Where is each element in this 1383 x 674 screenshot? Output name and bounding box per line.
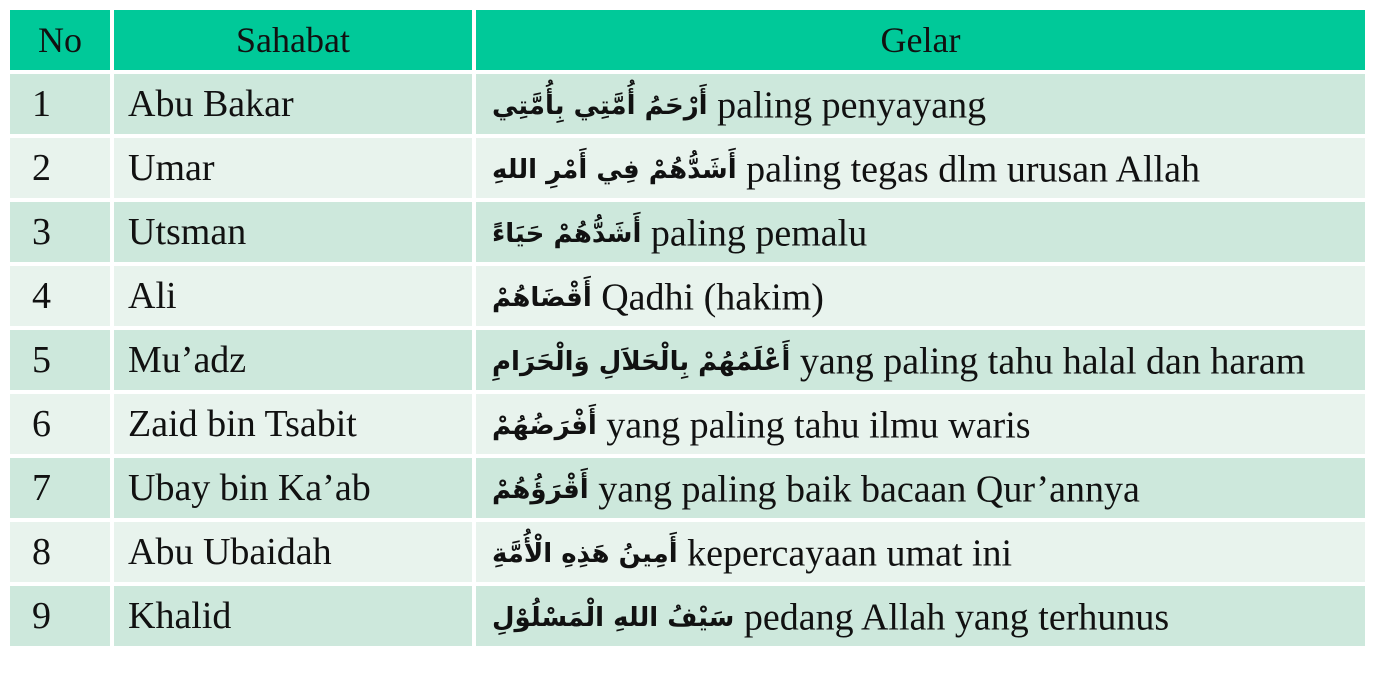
cell-no: 5 xyxy=(10,330,110,390)
table-row xyxy=(10,458,1365,518)
cell-no: 3 xyxy=(10,202,110,262)
cell-no: 1 xyxy=(10,74,110,134)
gelar-description: yang paling tahu ilmu waris xyxy=(606,404,1031,447)
gelar-description: paling penyayang xyxy=(717,84,987,127)
header-gelar: Gelar xyxy=(476,10,1365,70)
cell-sahabat: Abu Ubaidah xyxy=(114,522,472,582)
cell-sahabat: Abu Bakar xyxy=(114,74,472,134)
cell-sahabat: Mu’adz xyxy=(114,330,472,390)
cell-no: 8 xyxy=(10,522,110,582)
gelar-description: paling tegas dlm urusan Allah xyxy=(746,148,1200,191)
cell-sahabat: Ali xyxy=(114,266,472,326)
cell-no: 9 xyxy=(10,586,110,646)
gelar-description: paling pemalu xyxy=(650,212,868,255)
cell-no: 7 xyxy=(10,458,110,518)
cell-no: 6 xyxy=(10,394,110,454)
sahabat-gelar-table-container xyxy=(10,10,1373,650)
cell-gelar xyxy=(476,394,1365,454)
cell-gelar xyxy=(476,74,1365,134)
cell-gelar xyxy=(476,266,1365,326)
cell-gelar xyxy=(476,138,1365,198)
table-row xyxy=(10,266,1365,326)
gelar-description: yang paling baik bacaan Qur’annya xyxy=(598,468,1140,511)
cell-sahabat: Utsman xyxy=(114,202,472,262)
gelar-arabic: أَعْلَمُهُمْ بِالْحَلاَلِ وَالْحَرَامِ xyxy=(492,346,791,377)
header-no: No xyxy=(10,10,110,70)
table-header-row xyxy=(10,10,1365,70)
cell-sahabat: Ubay bin Ka’ab xyxy=(114,458,472,518)
cell-gelar xyxy=(476,586,1365,646)
cell-gelar xyxy=(476,202,1365,262)
gelar-description: yang paling tahu halal dan haram xyxy=(799,340,1306,383)
header-sahabat: Sahabat xyxy=(114,10,472,70)
gelar-arabic: أَمِينُ هَذِهِ الْأُمَّةِ xyxy=(492,538,678,569)
table-row xyxy=(10,202,1365,262)
cell-sahabat: Umar xyxy=(114,138,472,198)
gelar-arabic: أَفْرَضُهُمْ xyxy=(492,410,597,441)
cell-gelar xyxy=(476,522,1365,582)
table-row xyxy=(10,586,1365,646)
cell-gelar xyxy=(476,330,1365,390)
gelar-arabic: سَيْفُ اللهِ الْمَسْلُوْلِ xyxy=(492,602,735,633)
cell-sahabat: Khalid xyxy=(114,586,472,646)
table-row xyxy=(10,330,1365,390)
table-row xyxy=(10,394,1365,454)
sahabat-gelar-table xyxy=(6,6,1369,650)
gelar-description: pedang Allah yang terhunus xyxy=(743,596,1170,639)
cell-sahabat: Zaid bin Tsabit xyxy=(114,394,472,454)
table-row xyxy=(10,138,1365,198)
gelar-description: Qadhi (hakim) xyxy=(601,276,824,319)
cell-no: 2 xyxy=(10,138,110,198)
table-row xyxy=(10,74,1365,134)
gelar-arabic: أَشَدُّهُمْ حَيَاءً xyxy=(492,218,642,249)
cell-gelar xyxy=(476,458,1365,518)
table-row xyxy=(10,522,1365,582)
cell-no: 4 xyxy=(10,266,110,326)
gelar-arabic: أَشَدُّهُمْ فِي أَمْرِ اللهِ xyxy=(492,154,737,185)
gelar-arabic: أَرْحَمُ أُمَّتِي بِأُمَّتِي xyxy=(492,90,708,121)
gelar-description: kepercayaan umat ini xyxy=(687,532,1013,575)
gelar-arabic: أَقْضَاهُمْ xyxy=(492,282,592,313)
gelar-arabic: أَقْرَؤُهُمْ xyxy=(492,474,589,505)
